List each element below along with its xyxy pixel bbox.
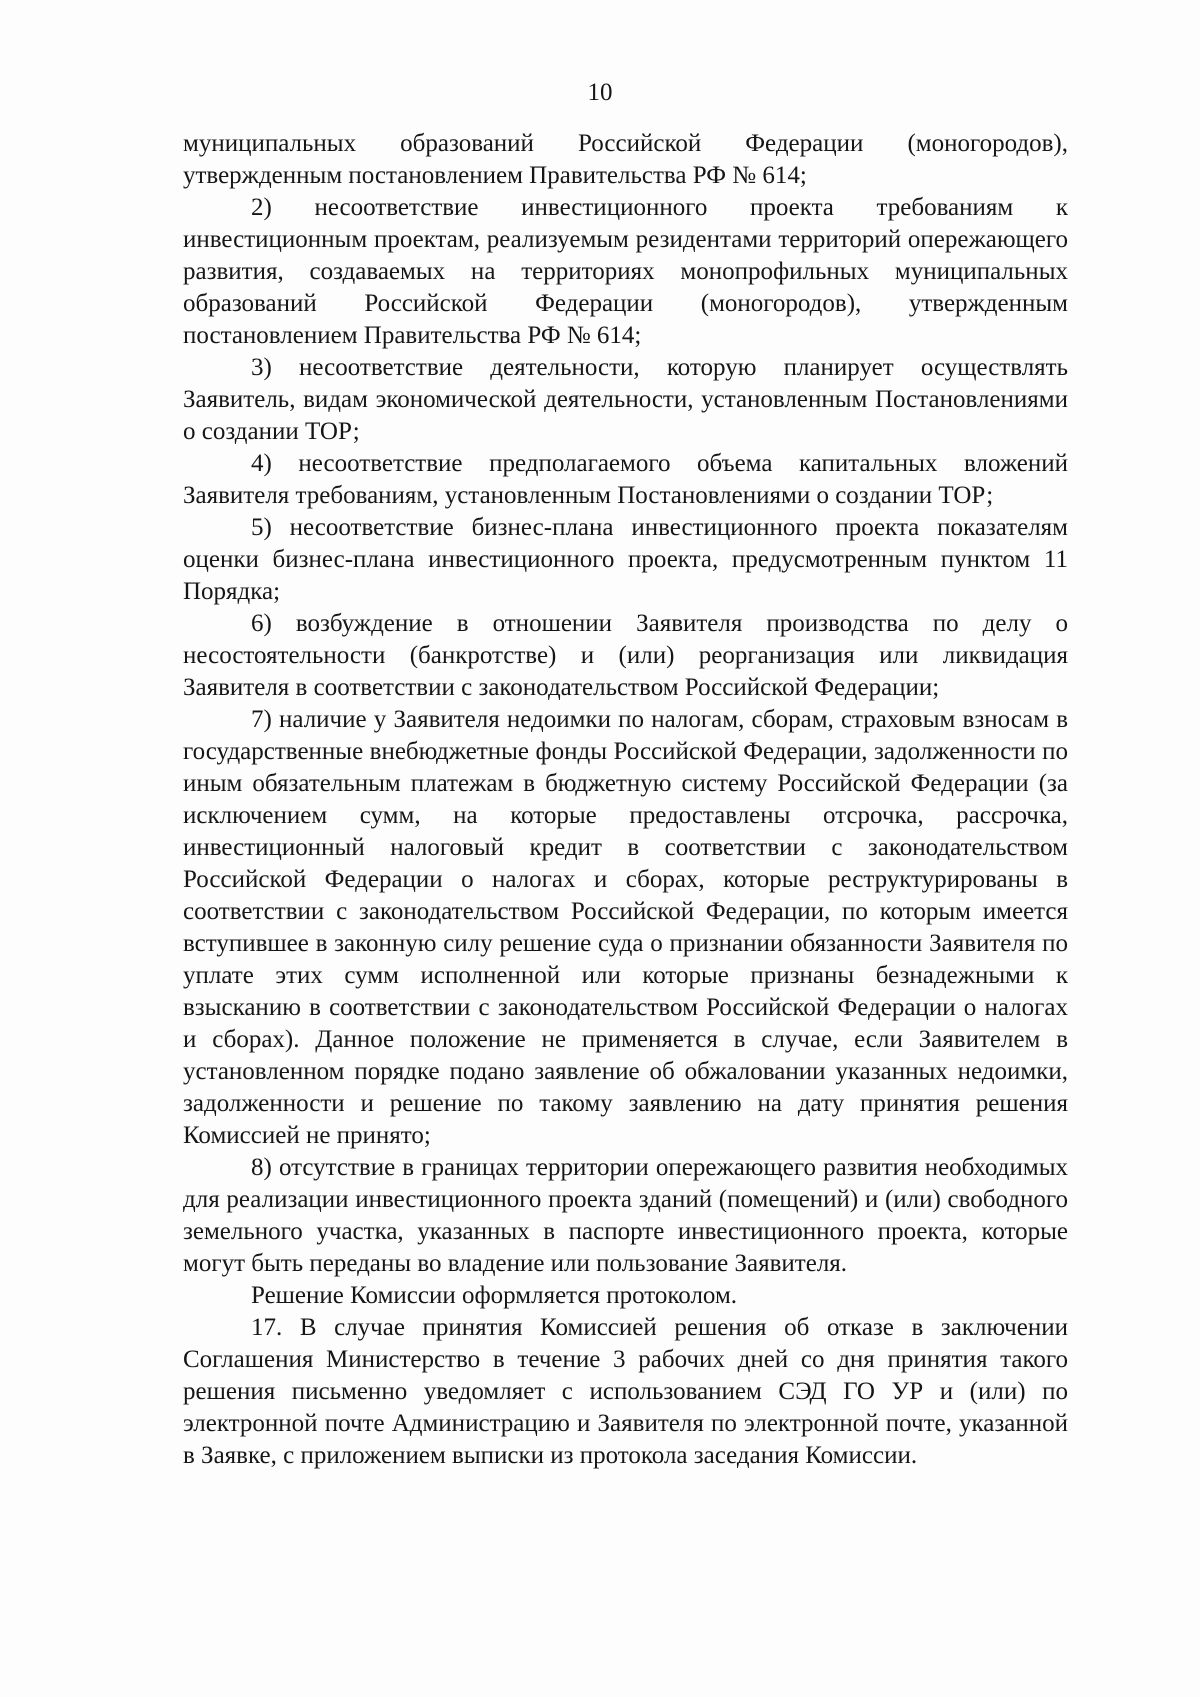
paragraph-item-3: 3) несоответствие деятельности, которую планирует осуществлять Заявитель, видам экономической деятельности, установленным Постановлениями о создании ТОР; [183,354,1068,445]
paragraph-item-8: 8) отсутствие в границах территории опережающего развития необходимых для реализации инвестиционного проекта зданий (помещений) и (или) свободного земельного участка, указанных в паспорте инвестиционного проекта, которые могут быть переданы во владение или пользование Заявителя. [183,1154,1068,1277]
page-bottom-margin [0,1560,1200,1697]
paragraph-item-4: 4) несоответствие предполагаемого объема капитальных вложений Заявителя требованиям, установленным Постановлениями о создании ТОР; [183,450,1068,509]
paragraph-item-5: 5) несоответствие бизнес-плана инвестиционного проекта показателям оценки бизнес-плана инвестиционного проекта, предусмотренным пунктом 11 Порядка; [183,514,1068,605]
page-number: 10 [587,79,613,106]
paragraph-item-7: 7) наличие у Заявителя недоимки по налогам, сборам, страховым взносам в государственные внебюджетные фонды Российской Федерации, задолженности по иным обязательным платежам в бюджетную систему Российской Федерации (за исключением сумм, на которые предоставлены отсрочка, рассрочка, инвестиционный налоговый кредит в соответствии с законодательством Российской Федерации о налогах и сборах, которые реструктурированы в соответствии с законодательством Российской Федерации, по которым имеется вступившее в законную силу решение суда о признании обязанности Заявителя по уплате этих сумм исполненной или которые признаны безнадежными к взысканию в соответствии с законодательством Российской Федерации о налогах и сборах). Данное положение не применяется в случае, если Заявителем в установленном порядке подано заявление об обжаловании указанных недоимки, задолженности и решение по такому заявлению на дату принятия решения Комиссией не принято; [183,706,1068,1149]
paragraph-section-17: 17. В случае принятия Комиссией решения об отказе в заключении Соглашения Министерство в течение 3 рабочих дней со дня принятия такого решения письменно уведомляет с использованием СЭД ГО УР и (или) по электронной почте Администрацию и Заявителя по электронной почте, указанной в Заявке, с приложением выписки из протокола заседания Комиссии. [183,1314,1068,1469]
paragraph-continuation: муниципальных образований Российской Федерации (моногородов), утвержденным постановлением Правительства РФ № 614; [183,130,1068,189]
paragraph-item-6: 6) возбуждение в отношении Заявителя производства по делу о несостоятельности (банкротстве) и (или) реорганизация или ликвидация Заявителя в соответствии с законодательством Российской Федерации; [183,610,1068,701]
document-body [183,128,1068,1472]
paragraph-decision-protocol: Решение Комиссии оформляется протоколом. [251,1282,738,1309]
paragraph-item-2: 2) несоответствие инвестиционного проекта требованиям к инвестиционным проектам, реализуемым резидентами территорий опережающего развития, создаваемых на территориях монопрофильных муниципальных образований Российской Федерации (моногородов), утвержденным постановлением Правительства РФ № 614; [183,194,1068,349]
